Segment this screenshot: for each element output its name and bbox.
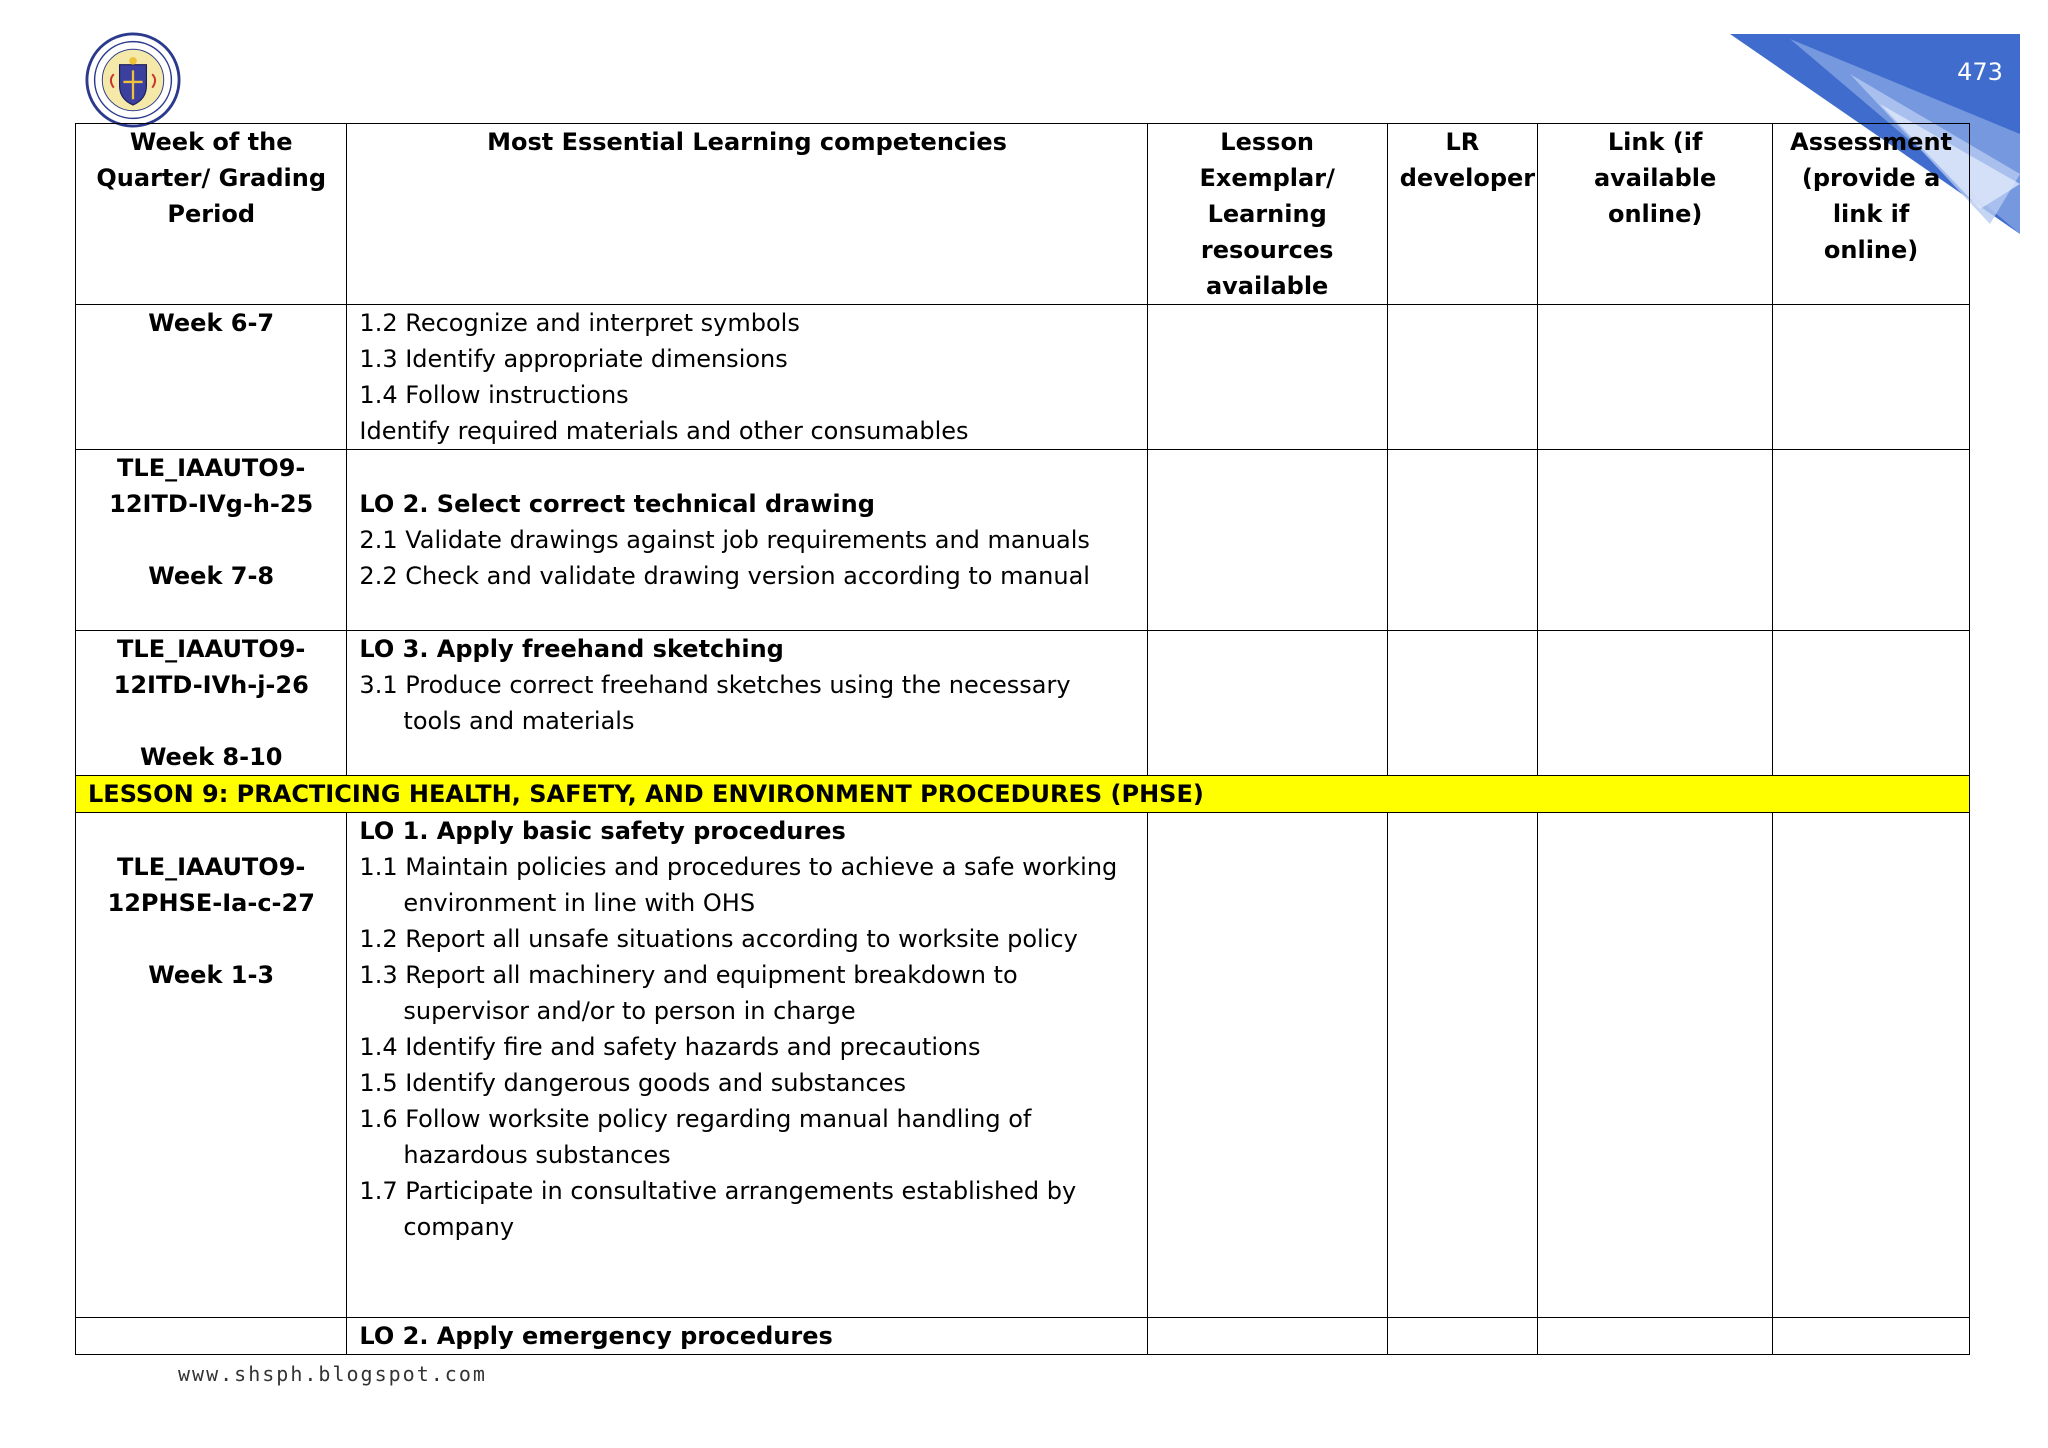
competency-item: 1.5 Identify dangerous goods and substances — [359, 1069, 906, 1097]
week-label: Week 8-10 — [139, 743, 283, 771]
column-header: LR developer — [1387, 124, 1537, 305]
empty-cell — [1387, 813, 1537, 1318]
empty-cell — [1773, 631, 1970, 776]
empty-cell — [1387, 305, 1537, 450]
page-number: 473 — [1957, 58, 2003, 86]
empty-cell — [1147, 813, 1387, 1318]
competency-item: 1.7 Participate in consultative arrangements established by company — [359, 1177, 1077, 1241]
week-label: Week 6-7 — [148, 309, 275, 337]
competency-item: 1.4 Follow instructions — [359, 381, 629, 409]
week-label: Week 1-3 — [148, 961, 275, 989]
table-row — [76, 813, 1970, 1318]
competency-item: 2.1 Validate drawings against job requirements and manuals — [359, 526, 1090, 554]
competency-item: 1.3 Report all machinery and equipment breakdown to supervisor and/or to person in charge — [359, 961, 1018, 1025]
competency-cell — [347, 305, 1147, 450]
competency-cell — [347, 813, 1147, 1318]
week-label: Week 7-8 — [148, 562, 275, 590]
empty-cell — [1538, 631, 1773, 776]
table-row — [76, 450, 1970, 631]
competency-item: 1.6 Follow worksite policy regarding manual handling of hazardous substances — [359, 1105, 1032, 1169]
column-header: Link (if available online) — [1538, 124, 1773, 305]
curriculum-table — [75, 123, 1970, 1355]
empty-cell — [1147, 450, 1387, 631]
competency-item: 3.1 Produce correct freehand sketches using the necessary tools and materials — [359, 671, 1071, 735]
competency-item: 2.2 Check and validate drawing version according to manual — [359, 562, 1090, 590]
empty-cell — [76, 1318, 347, 1355]
table-row — [76, 1318, 1970, 1355]
competency-item: 1.3 Identify appropriate dimensions — [359, 345, 788, 373]
empty-cell — [1538, 305, 1773, 450]
competency-code: TLE_IAAUTO9-12PHSE-Ia-c-27 — [107, 853, 315, 917]
column-header: Most Essential Learning competencies — [347, 124, 1147, 305]
learning-outcome: LO 2. Select correct technical drawing — [359, 490, 875, 518]
competency-item: Identify required materials and other consumables — [359, 417, 969, 445]
learning-outcome: LO 2. Apply emergency procedures — [359, 1322, 833, 1350]
competency-item: 1.2 Recognize and interpret symbols — [359, 309, 800, 337]
table-row — [76, 305, 1970, 450]
competency-code: TLE_IAAUTO9-12ITD-IVg-h-25 — [109, 454, 314, 518]
empty-cell — [1773, 450, 1970, 631]
column-header: Assessment (provide a link if online) — [1773, 124, 1970, 305]
table-row — [76, 631, 1970, 776]
lesson-banner-row — [76, 776, 1970, 813]
empty-cell — [1773, 1318, 1970, 1355]
empty-cell — [1538, 1318, 1773, 1355]
competency-cell — [347, 450, 1147, 631]
week-cell — [76, 631, 347, 776]
column-header: Lesson Exemplar/ Learning resources available — [1147, 124, 1387, 305]
footer-url: www.shsph.blogspot.com — [178, 1362, 487, 1386]
learning-outcome: LO 3. Apply freehand sketching — [359, 635, 784, 663]
table-header-row — [76, 124, 1970, 305]
column-header: Week of the Quarter/ Grading Period — [76, 124, 347, 305]
empty-cell — [1387, 631, 1537, 776]
competency-cell — [347, 1318, 1147, 1355]
empty-cell — [1773, 813, 1970, 1318]
empty-cell — [1387, 1318, 1537, 1355]
empty-cell — [1773, 305, 1970, 450]
competency-cell — [347, 631, 1147, 776]
empty-cell — [1147, 305, 1387, 450]
empty-cell — [1538, 813, 1773, 1318]
empty-cell — [1387, 450, 1537, 631]
deped-seal-logo — [85, 32, 181, 128]
lesson-banner: LESSON 9: PRACTICING HEALTH, SAFETY, AND ENVIRONMENT PROCEDURES (PHSE) — [76, 776, 1970, 813]
learning-outcome: LO 1. Apply basic safety procedures — [359, 817, 846, 845]
week-cell — [76, 450, 347, 631]
competency-code: TLE_IAAUTO9-12ITD-IVh-j-26 — [113, 635, 309, 699]
week-cell — [76, 813, 347, 1318]
week-cell — [76, 305, 347, 450]
empty-cell — [1147, 1318, 1387, 1355]
competency-item: 1.4 Identify fire and safety hazards and precautions — [359, 1033, 981, 1061]
empty-cell — [1147, 631, 1387, 776]
competency-item: 1.1 Maintain policies and procedures to achieve a safe working environment in line with OHS — [359, 853, 1118, 917]
competency-item: 1.2 Report all unsafe situations according to worksite policy — [359, 925, 1078, 953]
empty-cell — [1538, 450, 1773, 631]
